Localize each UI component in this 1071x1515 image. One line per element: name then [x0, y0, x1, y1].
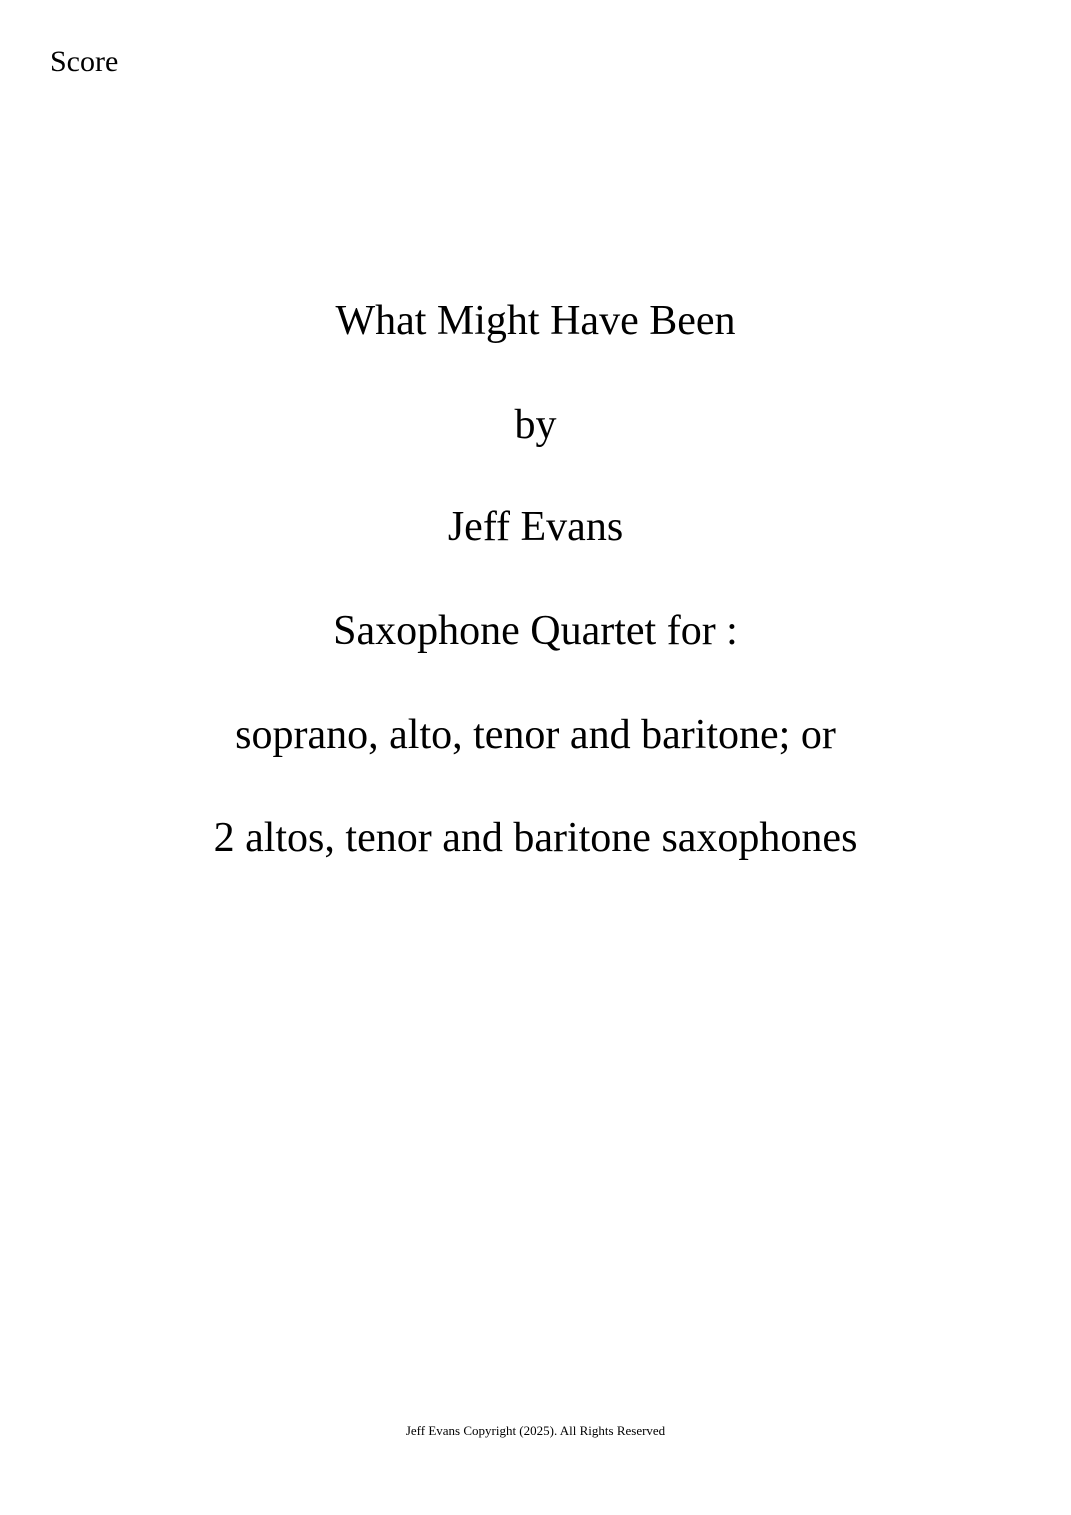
piece-title: What Might Have Been — [335, 298, 736, 344]
composer-name: Jeff Evans — [447, 504, 624, 550]
by-label: by — [514, 402, 557, 448]
score-label: Score — [50, 45, 119, 78]
ensemble-label: Saxophone Quartet for : — [333, 608, 738, 654]
instrumentation-option-1: soprano, alto, tenor and baritone; or — [235, 712, 836, 758]
instrumentation-option-2: 2 altos, tenor and baritone saxophones — [213, 815, 858, 861]
copyright-notice: Jeff Evans Copyright (2025). All Rights Reserved — [405, 1423, 666, 1438]
